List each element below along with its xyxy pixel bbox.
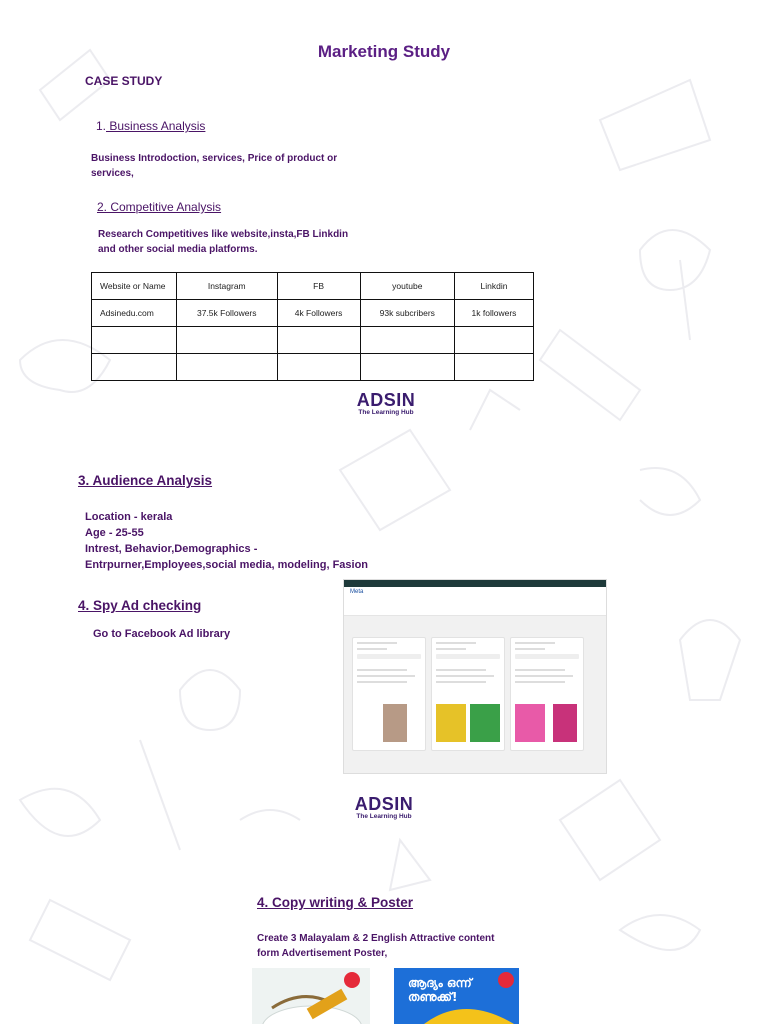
table-cell <box>177 327 278 354</box>
browser-address-bar <box>344 580 606 587</box>
ad-card <box>431 637 505 751</box>
table-cell <box>277 327 360 354</box>
table-cell: 1k followers <box>454 300 533 327</box>
business-text-line: services, <box>91 168 134 179</box>
adsin-logo <box>339 795 429 821</box>
audience-segments: Entrpurner,Employees,social media, modeling, Fasion <box>85 559 369 571</box>
business-analysis-title: Business Analysis <box>106 119 206 133</box>
competitor-table <box>91 272 534 381</box>
competitive-analysis-heading: 2. Competitive Analysis <box>97 200 222 214</box>
logo-brand: ADSIN <box>354 794 414 814</box>
audience-age: Age - 25-55 <box>85 527 144 539</box>
logo-tagline: The Learning Hub <box>358 409 414 416</box>
poster-2-line: ആദ്യം ഒന്ന് <box>408 976 472 990</box>
table-cell <box>177 354 278 381</box>
business-analysis-heading <box>96 119 205 133</box>
table-header-cell: Instagram <box>177 273 278 300</box>
copywriting-text <box>257 931 495 961</box>
copywriting-heading: 4. Copy writing & Poster <box>257 895 414 910</box>
table-cell <box>360 327 454 354</box>
competitive-analysis-text <box>98 227 348 257</box>
ad-card <box>510 637 584 751</box>
business-text-line: Business Introdoction, services, Price of product or <box>91 153 338 164</box>
audience-details <box>85 509 368 573</box>
spy-ad-heading: 4. Spy Ad checking <box>78 598 202 613</box>
table-cell: 4k Followers <box>277 300 360 327</box>
table-header-cell: Website or Name <box>92 273 177 300</box>
poster-2-art <box>394 968 519 1024</box>
business-analysis-text <box>91 151 337 181</box>
table-cell: Adsinedu.com <box>92 300 177 327</box>
table-cell <box>360 354 454 381</box>
table-cell: 37.5k Followers <box>177 300 278 327</box>
table-header-cell: youtube <box>360 273 454 300</box>
copywriting-text-line: Create 3 Malayalam & 2 English Attractive content <box>257 933 495 944</box>
ad-card <box>352 637 426 751</box>
launched-label <box>344 616 606 624</box>
table-header-cell: FB <box>277 273 360 300</box>
poster-1-art <box>252 968 370 1024</box>
table-row <box>92 327 534 354</box>
audience-analysis-heading: 3. Audience Analysis <box>78 473 213 488</box>
table-cell: 93k subcribers <box>360 300 454 327</box>
table-cell <box>92 327 177 354</box>
logo-brand: ADSIN <box>356 390 416 410</box>
ad-library-filters <box>344 601 606 616</box>
audience-location: Location - kerala <box>85 511 173 523</box>
competitive-text-line: Research Competitives like website,insta,FB Linkdin <box>98 229 349 240</box>
copywriting-text-line: form Advertisement Poster, <box>257 948 388 959</box>
page-title: Marketing Study <box>317 42 451 61</box>
case-study-heading: CASE STUDY <box>85 74 163 88</box>
poster-image-1 <box>252 968 370 1024</box>
table-row <box>92 354 534 381</box>
facebook-ad-library-screenshot <box>343 579 607 774</box>
spy-ad-text: Go to Facebook Ad library <box>93 628 231 640</box>
table-header-row <box>92 273 534 300</box>
poster-image-2 <box>394 968 519 1024</box>
table-cell <box>92 354 177 381</box>
logo-tagline: The Learning Hub <box>356 813 412 820</box>
table-cell <box>454 354 533 381</box>
table-header-cell: Linkdin <box>454 273 533 300</box>
meta-logo: Meta <box>344 587 606 601</box>
poster-2-line: തണുക്ക്! <box>408 990 458 1004</box>
table-row <box>92 300 534 327</box>
audience-interests: Intrest, Behavior,Demographics - <box>85 543 258 555</box>
table-cell <box>277 354 360 381</box>
adsin-logo <box>341 391 431 417</box>
competitive-text-line: and other social media platforms. <box>98 244 258 255</box>
section-number: 1. <box>96 119 107 133</box>
table-cell <box>454 327 533 354</box>
